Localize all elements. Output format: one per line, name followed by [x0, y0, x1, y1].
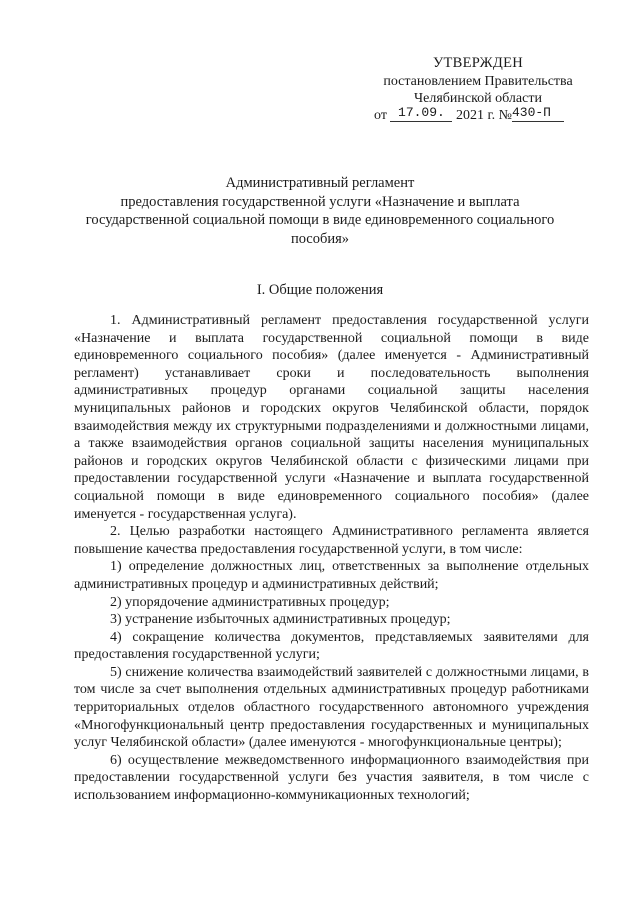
paragraph: 3) устранение избыточных административных процедур; [110, 612, 451, 628]
paragraph: 2. Целью разработки настоящего Административного регламента является повышение качества предоставления государственной услуги, в том числе: [74, 524, 589, 557]
title-line: предоставления государственной услуги «Назначение и выплата [120, 193, 520, 210]
paragraph: 1. Административный регламент предоставления государственной услуги «Назначение и выплата государственной социальной помощи в виде единовременного социального пособия» (далее именуется - Административный регламент) устанавливает сроки и последовательность выполнения административных процедур органами социальной защиты населения муниципальных районов и городских округов Челябинской области, порядок взаимодействия между их структурными подразделениями и должностными лицами, а также взаимодействия органов социальной защиты населения муниципальных районов и городских округов Челябинской области с физическими лицами при предоставлении государственной услуги «Назначение и выплата государственной социальной помощи в виде единовременного социального пособия» (далее именуется - государственная услуга). [74, 313, 589, 522]
approval-date-handwritten: 17.09. [390, 104, 452, 122]
paragraph: 4) сокращение количества документов, представляемых заявителями для предоставления государственной услуги; [74, 629, 589, 663]
approval-date-line [368, 107, 588, 125]
section-heading: I. Общие положения [256, 282, 384, 298]
approval-line-resolution: постановлением Правительства [383, 74, 573, 89]
approval-date-prefix: от [374, 108, 387, 123]
paragraph: 1) определение должностных лиц, ответственных за выполнение отдельных административных процедур и административных действий; [74, 559, 589, 592]
paragraph: 6) осуществление межведомственного информационного взаимодействия при предоставлении государственной услуги без участия заявителя, в том числе с использованием информационно-коммуникационных технологий; [74, 752, 589, 804]
paragraph: 2) упорядочение административных процедур; [110, 594, 390, 610]
approval-year-text: 2021 г. № [455, 108, 512, 123]
approval-number-handwritten: 430-П [512, 104, 564, 122]
approval-stamp-block [368, 55, 588, 125]
paragraph: 5) снижение количества взаимодействий заявителей с должностными лицами, в том числе за счет выполнения отдельных административных процедур работниками территориальных отделов областного государственного автономного учреждения «Многофункциональный центр предоставления государственных и муниципальных услуг Челябинской области» (далее именуются - многофункциональные центры); [74, 664, 589, 751]
title-line: пособия» [290, 230, 350, 247]
title-line: государственной социальной помощи в виде единовременного социального [85, 212, 555, 228]
document-title [80, 174, 560, 248]
title-line: Административный регламент [225, 175, 415, 191]
approval-heading: УТВЕРЖДЕН [432, 55, 524, 71]
document-body [74, 312, 589, 805]
approval-line-region: Челябинской области [414, 91, 542, 106]
